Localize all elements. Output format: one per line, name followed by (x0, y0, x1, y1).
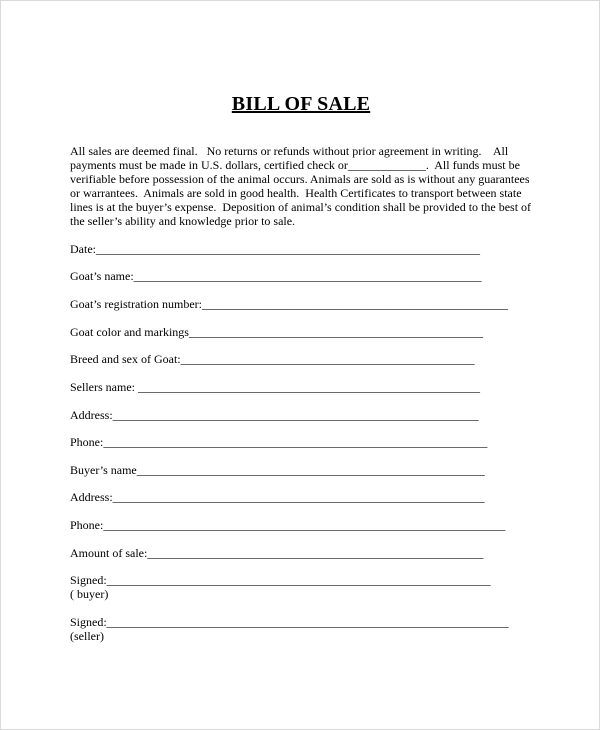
buyer-address-field[interactable]: Address:______________________________________________________________ (70, 490, 485, 504)
terms-line: or warrantees. Animals are sold in good health. Health Certificates to transport between state (70, 186, 522, 200)
page-title: BILL OF SALE (231, 93, 371, 115)
seller-label: (seller) (70, 629, 104, 643)
terms-paragraph (70, 144, 540, 228)
sellers-name-field[interactable]: Sellers name: _________________________________________________________ (70, 380, 480, 394)
goat-color-field[interactable]: Goat color and markings_________________________________________________ (70, 325, 483, 339)
terms-line: the seller’s ability and knowledge prior to sale. (70, 214, 296, 228)
terms-line: All sales are deemed final. No returns or refunds without prior agreement in writing. All (70, 144, 509, 158)
buyer-label: ( buyer) (70, 587, 109, 601)
amount-of-sale-field[interactable]: Amount of sale:________________________________________________________ (70, 546, 484, 560)
date-field[interactable]: Date:________________________________________________________________ (70, 242, 480, 256)
goat-name-field[interactable]: Goat’s name:__________________________________________________________ (70, 269, 482, 283)
seller-address-field[interactable]: Address:_____________________________________________________________ (70, 408, 479, 422)
buyers-name-field[interactable]: Buyer’s name__________________________________________________________ (70, 463, 485, 477)
terms-line: payments must be made in U.S. dollars, certified check or_____________. All funds must be (70, 158, 520, 172)
breed-sex-field[interactable]: Breed and sex of Goat:_________________________________________________ (70, 352, 475, 366)
goat-registration-field[interactable]: Goat’s registration number:___________________________________________________ (70, 297, 508, 311)
buyer-phone-field[interactable]: Phone:___________________________________________________________________ (70, 518, 506, 532)
terms-line: verifiable before possession of the animal occurs. Animals are sold as is without any guarantees (70, 172, 530, 186)
signed-buyer-field[interactable]: Signed:________________________________________________________________ (70, 573, 491, 587)
seller-phone-field[interactable]: Phone:________________________________________________________________ (70, 435, 488, 449)
terms-line: lines is at the buyer’s expense. Deposition of animal’s condition shall be provided to the best of (70, 200, 532, 214)
signed-seller-field[interactable]: Signed:___________________________________________________________________ (70, 615, 509, 629)
